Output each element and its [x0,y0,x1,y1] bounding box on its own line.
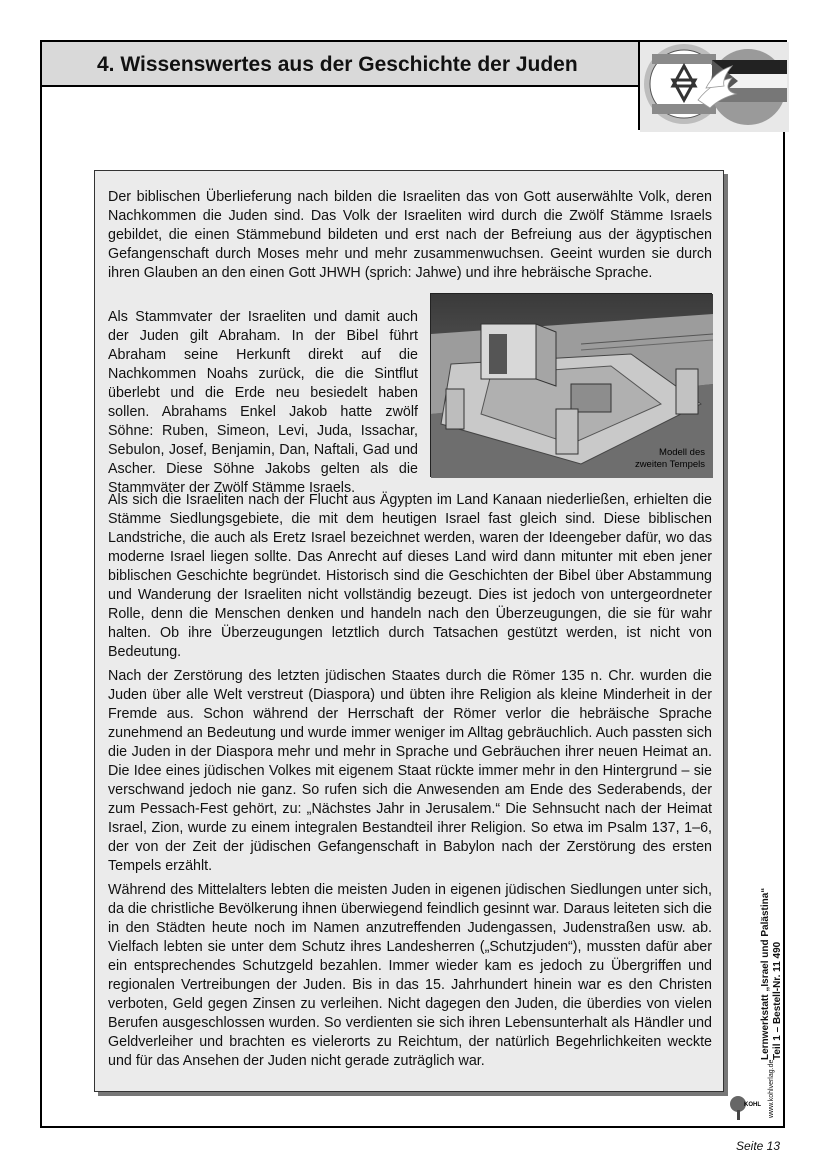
paragraph-3: Als sich die Israeliten nach der Flucht aus Ägypten im Land Kanaan niederließen, erhielten die Stämme Siedlungsgebiete, die mit dem heutigen Israel fast gleich sind. Diese biblischen Landstriche, die auch als Eretz Israel bezeichnet werden, waren der Ideengeber dafür, wo das moderne Israel liegen sollte. Das Anrecht auf dieses Land wird dann mitunter mit eben jener biblischen Geschichte begründet. Historisch sind die Geschichten der Bibel über Abstammung und Wanderung der Israeliten nicht vollständig bezeugt. Dies ist jedoch von untergeordneter Rolle, denn die Menschen denken und handeln nach den Überzeugungen, die sie für wahr halten. Ob ihre Überzeugungen letztlich durch Tatsachen gestützt werden, ist nicht von Bedeutung. [108,492,712,660]
publisher-url: www.kohlverlag.de [768,1059,775,1118]
star-of-david-dove-icon [640,42,789,132]
emblem [638,40,787,130]
order-number: Teil 1 – Bestell-Nr. 11 490 [772,941,783,1060]
publisher-logo [728,1092,761,1122]
series-title: Lernwerkstatt „Israel und Palästina“ [760,887,771,1060]
publisher-sidebar [760,888,784,1060]
photo-caption-line-2: zweiten Tempels [634,459,705,470]
temple-model-photo [430,293,712,477]
paragraph-5: Während des Mittelalters lebten die meisten Juden in eigenen jüdischen Siedlungen unter sich, da die christliche Bevölkerung ihnen überwiegend feindlich gesinnt war. Daraus leiteten sich die in den Städten heute noch im Namen anzutreffenden Judengassen, Judenstraßen usw. ab. Vielfach lebten sie unter dem Schutz ihres Landesherren („Schutzjuden“), mussten dafür aber ein entsprechendes Schutzgeld bezahlen. Immer wieder kam es jedoch zu Übergriffen und regionalen Vertreibungen der Juden. Bis in das 15. Jahrhundert hinein war es den Christen verboten, Geld gegen Zinsen zu verleihen. Nicht dagegen den Juden, die überdies von vielen Berufen ausgeschlossen wurden. So verdienten sie sich ihren Lebensunterhalt als Händler und Geldverleiher und brachten es vielerorts zu Reichtum, der natürlich Begehrlichkeiten weckte und für das Ansehen der Juden nicht gerade zuträglich war. [108,882,713,1069]
page-number: Seite 13 [736,1139,781,1153]
photo-caption [635,447,705,471]
logo-text: KOHL [744,1102,761,1108]
tree-logo-icon [728,1092,761,1122]
paragraph-2: Als Stammvater der Israeliten und damit auch der Juden gilt Abraham. In der Bibel führt Abraham seine Herkunft direkt auf die Nachkommen Noahs zurück, die die Sintflut überlebt und die Erde neu besiedelt haben sollen. Abrahams Enkel Jakob hatte zwölf Söhne: Ruben, Simeon, Levi, Juda, Issachar, Sebulon, Josef, Benjamin, Dan, Naftali, Gad und Ascher. Diese Söhne Jakobs gelten als die Stammväter der Zwölf Stämme Israels. [108,309,418,496]
photo-caption-line-1: Modell des [659,447,705,458]
paragraph-4: Nach der Zerstörung des letzten jüdischen Staates durch die Römer 135 n. Chr. wurden die Juden über alle Welt verstreut (Diaspora) und übten ihre Religion als kleine Minderheit in der Fremde aus. Schon während der Herrschaft der Römer verlor die hebräische Sprache zunehmend an Bedeutung und wurde immer weniger im Alltag gebräuchlich. Auch passten sich die Juden in der Diaspora mehr und mehr in Sprache und Gebräuchen ihrer neuen Heimat an. Die Idee eines jüdischen Volkes mit eigenem Staat rückte immer mehr in den Hintergrund – sie verschwand jedoch nie ganz. So rufen sich die Anwesenden am Ende des Sederabends, der zum Pessach-Fest gehört, zu: „Nächstes Jahr in Jerusalem.“ Die Sehnsucht nach der Heimat Israel, Zion, wurde zu einem integralen Bestandteil ihrer Religion. So etwa im Psalm 137, 1–6, der von der Zeit der jüdischen Gefangenschaft in Babylon nach der Zerstörung des ersten Tempels erzählt. [108,668,712,874]
paragraph-1: Der biblischen Überlieferung nach bilden die Israeliten das von Gott auserwählte Volk, deren Nachkommen die Juden sind. Das Volk der Israeliten wird durch die Zwölf Stämme Israels gebildet, die einen Stämmebund bildeten und erst nach der Befreiung aus der ägyptischen Gefangenschaft durch Moses mehr und mehr zusammenwuchsen. Geeint wurden sie durch ihren Glauben an den einen Gott JHWH (sprich: Jahwe) und ihre hebräische Sprache. [108,189,712,281]
page-title: 4. Wissenswertes aus der Geschichte der Juden [97,53,578,76]
